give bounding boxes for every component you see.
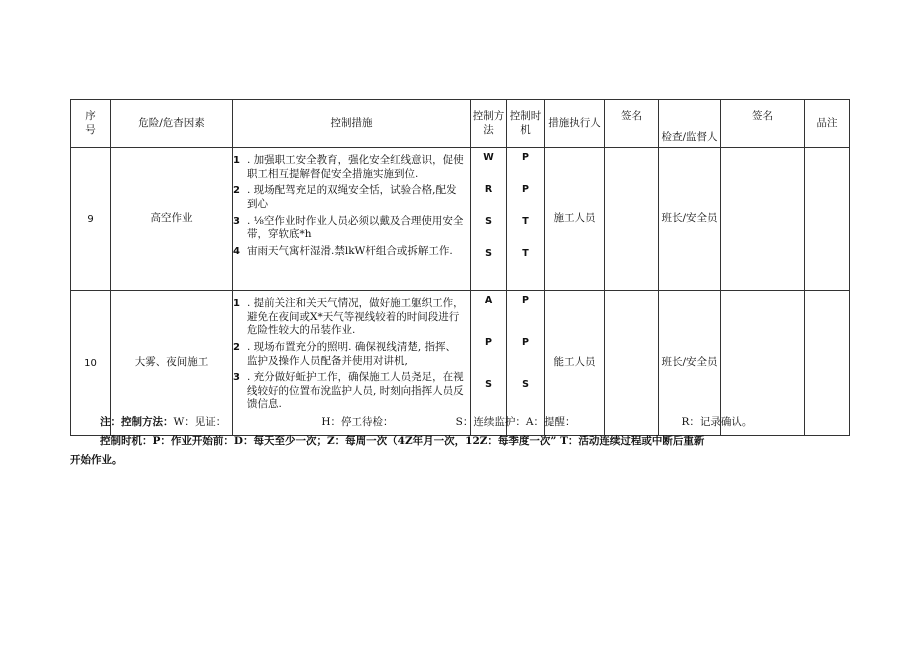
header-sign2: 签名 [721,100,805,148]
method-code: W [483,152,494,163]
row-executor: 施工人员 [545,148,605,291]
method-code: S [485,248,492,259]
row-remarks [805,148,850,291]
method-code: S [485,379,492,390]
method-code: P [485,337,492,348]
timing-code: T [522,248,529,259]
header-method: 控制方法 [471,100,507,148]
header-seq: 序 号 [71,100,111,148]
measure-item: 3 . 充分做好蚯护工作，确保施工人员尧足，在视线较好的位置布涗监护人员, 时刻向指挥人员反馈信息. [233,371,464,411]
row-sign1 [605,148,659,291]
row-hazard: 大雾、夜间施工 [111,291,233,436]
timing-code: P [522,152,529,163]
row-seq: 10 [71,291,111,436]
timing-code: T [522,216,529,227]
row-supervisor: 班长/安全员 [659,291,721,436]
table-row [71,148,850,291]
row-methods [471,148,507,291]
measure-item: 4 宙雨天气寓杆湿滑.禁lkW杆组合或拆解工作. [233,244,453,257]
row-timings [507,148,545,291]
measure-item: 1 . 提前关注和关天气情况，做好施工躯织工作，避免在夜间或X*天气等视线较着的时间段进行危险性较大的吊装作业. [233,297,464,337]
footnotes [70,413,850,470]
header-row [71,100,850,148]
note-timing-line-cont: 开始作业。 [70,454,123,466]
header-remarks: 品注 [805,100,850,148]
measure-item: 2 . 现场配驾充足的双绳安全恬，试验合格,配发到心 [233,184,457,210]
risk-control-table [70,99,850,436]
timing-code: S [522,379,529,390]
method-code: R [484,184,493,195]
header-hazard: 危险/危杳因素 [111,100,233,148]
timing-code: P [522,337,529,348]
row-sign2 [721,148,805,291]
method-code: A [484,295,493,306]
note-timing-line: 控制时机：P：作业开始前：D：每天至少一次；Z：每周一次（4Z年月一次，12Z：每季度一次” T：活动连续过程或中断后重新 [100,435,705,447]
measure-item: 2 . 现场布置充分的照明. 确保视线清楚, 指挥、监护及操作人员配备并使用对讲机, [233,340,457,367]
header-timing: 控制时机 [507,100,545,148]
timing-code: P [522,184,529,195]
timing-code: P [522,295,529,306]
method-code: S [485,216,492,227]
note-method-line: 注：控制方法：W：见证： H：停工待检： S：连续监护：A：提醒： R：记录确认。 [100,416,753,428]
header-supervisor: 检查/监督人 [659,100,721,148]
row-measures [233,148,471,291]
row-seq: 9 [71,148,111,291]
header-executor: 措施执行人 [545,100,605,148]
measure-item: 3 . ⅛空作业时作业人员必须以戴及合理使用安全带，穿软底*h [233,214,464,241]
row-supervisor: 班长/安全员 [659,148,721,291]
header-sign1: 签名 [605,100,659,148]
row-hazard: 高空作业 [111,148,233,291]
header-measures: 控制措施 [233,100,471,148]
row-executor: 能工人员 [545,291,605,436]
measure-item: 1 . 加强职工安全教育，强化安全红线意识，促使职工相互提解督促安全措施实施到位. [233,154,464,180]
